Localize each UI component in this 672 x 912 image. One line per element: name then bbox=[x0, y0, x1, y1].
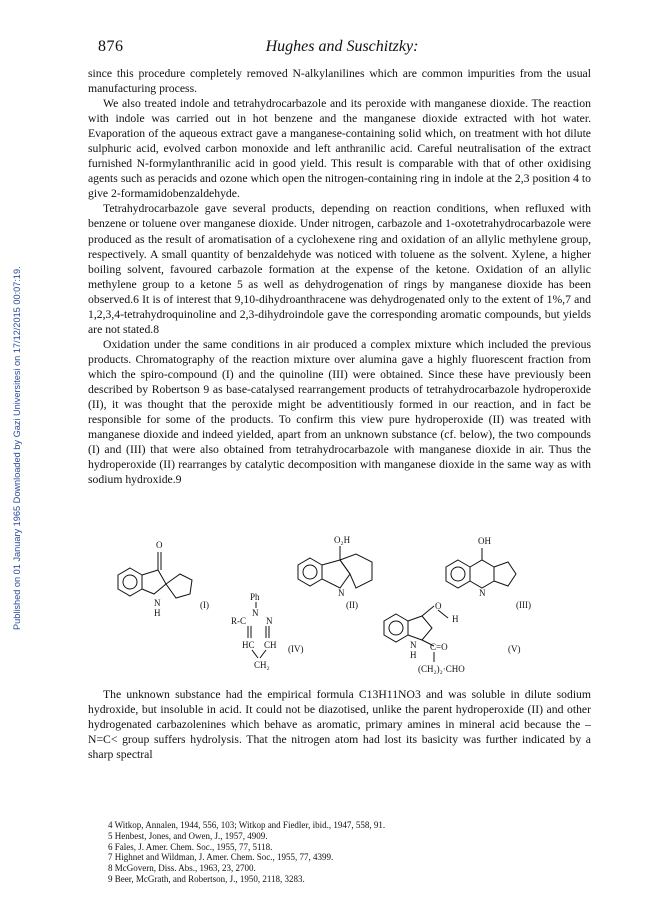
indoline-ring-I bbox=[142, 570, 166, 594]
label-RC-IV: R-C bbox=[231, 616, 247, 626]
label-chain-V: (CH₂)₂·CHO bbox=[418, 664, 465, 674]
reference-item: 9 Beer, McGrath, and Robertson, J., 1950, 2118, 3283. bbox=[108, 873, 305, 884]
paragraph: Oxidation under the same conditions in air produced a complex mixture which included the previous products. Chromatography of the reaction mixture over alumina gave a highly fluorescent fraction from which the spiro-compound (I) and the quinoline (III) were obtained. Since these have previously been described by Robertson 9 as base-catalysed rearrangement products of tetrahydrocarbazole hydroperoxide (II), it was thought that the peroxide might be adventitiously formed in our reaction, and in fact be responsible for some of the products. To confirm this view pure hydroperoxide (II) was treated with manganese dioxide and indeed yielded, apart from an unknown substance (cf. below), the two compounds (I) and (III) that were also obtained from tetrahydrocarbazole with manganese dioxide in air. Thus the hydroperoxide (II) rearranges by catalytic decomposition with manganese dioxide in the same way as with sodium hydroxide.9 bbox=[88, 337, 591, 487]
label-N-V: N bbox=[410, 640, 417, 650]
label-H-V-NH: H bbox=[410, 650, 417, 660]
label-compound-IV: (IV) bbox=[288, 644, 304, 654]
paragraph: Tetrahydrocarbazole gave several products, depending on reaction conditions, when refluxed with benzene or toluene over manganese dioxide. Under nitrogen, carbazole and 1-oxotetrahydrocarbazole were produced as the result of aromatisation of a cyclohexene ring and oxidation of an allylic methylene group, respectively. A small quantity of benzaldehyde was noticed with toluene as the solvent. Xylene, a higher boiling solvent, favoured carbazole formation at the expense of the ketone. Oxidation of an allylic methylene group to a ketone 5 as well as dehydrogenation of rings by manganese dioxide has been observed.6 It is of interest that 9,10-dihydroanthracene was dehydrogenated only to the extent of 1%,7 and 1,2,3,4-tetrahydroquinoline and 2,3-dihydroindole gave the corresponding aromatic compounds, but yields are not stated.8 bbox=[88, 202, 591, 336]
running-head: Hughes and Suschitzky: bbox=[265, 38, 419, 55]
label-compound-V: (V) bbox=[508, 644, 521, 654]
cyclopentane-ring-I bbox=[166, 574, 192, 598]
page-number: 876 bbox=[98, 38, 124, 55]
reference-item: 5 Henbest, Jones, and Owen, J., 1957, 4909. bbox=[108, 830, 268, 841]
body-text bbox=[88, 66, 591, 487]
reference-item: 8 McGovern, Diss. Abs., 1963, 23, 2700. bbox=[108, 863, 256, 874]
pyrrole-ring-II bbox=[322, 560, 350, 588]
pyridine-ring-III bbox=[470, 560, 494, 588]
reference-item: 4 Witkop, Annalen, 1944, 556, 103; Witkop and Fiedler, ibid., 1947, 558, 91. bbox=[108, 820, 386, 830]
label-compound-II: (II) bbox=[346, 600, 358, 610]
cyclopentane-ring-III bbox=[494, 562, 516, 586]
label-compound-I: (I) bbox=[200, 600, 209, 610]
benzene-ring-V bbox=[384, 614, 408, 642]
pyrrole-ring-V bbox=[408, 616, 432, 640]
download-notice bbox=[0, 110, 22, 630]
paragraph: since this procedure completely removed N-alkylanilines which are common impurities from the usual manufacturing process. bbox=[88, 67, 591, 96]
label-CH2-IV: CH₂ bbox=[254, 660, 270, 670]
label-CH-IV: CH bbox=[264, 640, 277, 650]
label-Ph-IV: Ph bbox=[250, 592, 260, 602]
benzene-ring-II bbox=[298, 558, 322, 586]
label-OH-III: OH bbox=[478, 536, 491, 546]
chemical-structures-figure bbox=[88, 530, 591, 680]
benzene-ring-I bbox=[118, 568, 142, 596]
footnote-references bbox=[108, 820, 591, 885]
label-N-IV-top: N bbox=[252, 608, 259, 618]
label-N-IV-right: N bbox=[266, 616, 273, 626]
label-H-I: H bbox=[154, 608, 161, 618]
label-o2h-II: O₂H bbox=[334, 535, 351, 545]
cyclohexane-ring-II bbox=[340, 554, 372, 588]
benzene-ring-III bbox=[446, 560, 470, 588]
label-oxygen-I: O bbox=[156, 540, 163, 550]
label-H-V: H bbox=[452, 614, 459, 624]
label-N-II: N bbox=[338, 588, 345, 598]
label-HC-IV: HC bbox=[242, 640, 255, 650]
label-O-V: O bbox=[435, 601, 442, 611]
structures-svg bbox=[88, 530, 591, 680]
label-CO-V: C=O bbox=[430, 642, 448, 652]
body-text-continued bbox=[88, 687, 591, 762]
paragraph: We also treated indole and tetrahydrocarbazole and its peroxide with manganese dioxide. The reaction with indole was carried out in hot benzene and the manganese dioxide extracted with hot water. Evaporation of the aqueous extract gave a manganese-containing solid which, on treatment with hot dilute sulphuric acid, evolved carbon monoxide and left anthranilic acid. Careful neutralisation of the extract furnished N-formylanthranilic acid in good yield. This result is comparable with that of other oxidising agents such as peracids and ozone which open the nitrogen-containing ring in indole at the 2,3 position 4 to give 2-formamidobenzaldehyde. bbox=[88, 97, 591, 201]
page-header bbox=[98, 38, 586, 60]
label-N-III: N bbox=[479, 588, 486, 598]
label-compound-III: (III) bbox=[516, 600, 531, 610]
reference-item: 6 Fales, J. Amer. Chem. Soc., 1955, 77, 5118. bbox=[108, 841, 273, 852]
paragraph: The unknown substance had the empirical formula C13H11NO3 and was soluble in dilute sodium hydroxide, but insoluble in acid. It could not be diazotised, unlike the parent hydroperoxide (II) and other hydrogenated carbazolenines which behave as aromatic, primary amines in mineral acid because the –N=C< group suffers hydrolysis. That the nitrogen atom had lost its basicity was further indicated by a sharp spectral bbox=[88, 688, 591, 762]
reference-item: 7 Highnet and Wildman, J. Amer. Chem. Soc., 1955, 77, 4399. bbox=[108, 852, 334, 863]
download-notice-text: Published on 01 January 1965 Downloaded by Gazi Universitesi on 17/12/2015 00:07:19. bbox=[12, 266, 22, 630]
label-N-I: N bbox=[154, 598, 161, 608]
